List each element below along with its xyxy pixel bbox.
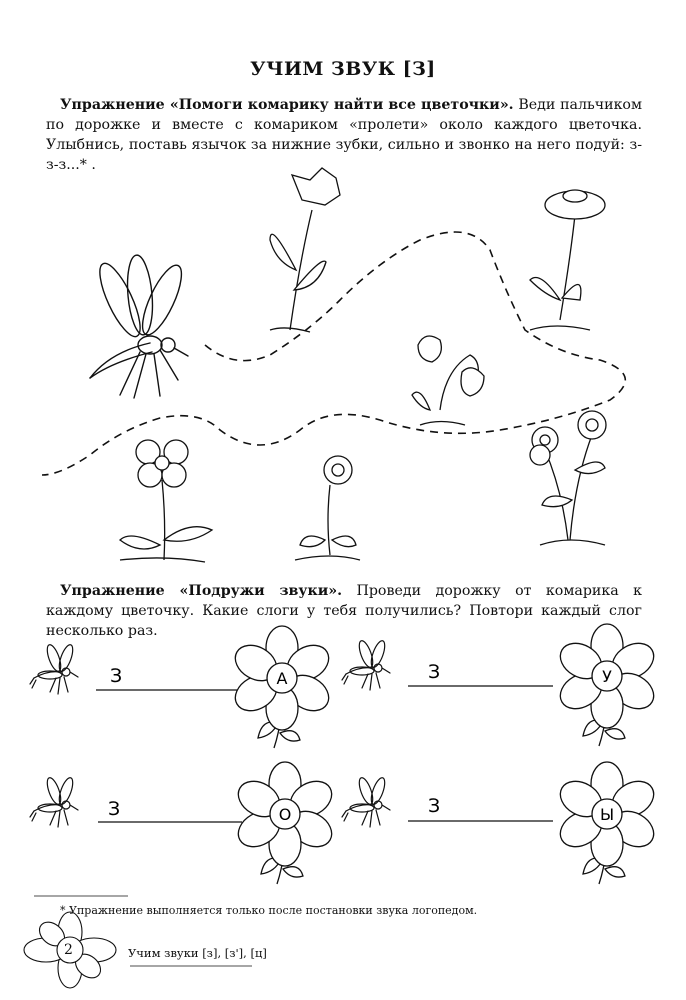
- flower-carnation-illustration: [270, 168, 340, 332]
- consonant-label: З: [428, 795, 441, 817]
- consonant-label: З: [110, 665, 123, 687]
- flower-daisy-illustration: [530, 190, 605, 330]
- vowel-label: А: [276, 669, 288, 688]
- syllable-row-3: [30, 762, 338, 884]
- flower-bellflower-illustration: [412, 336, 484, 425]
- syllable-row-2: [342, 624, 660, 746]
- consonant-label: З: [108, 798, 121, 820]
- vowel-label: Ы: [599, 805, 615, 824]
- exercise-2-label: Упражнение «Подружи звуки».: [60, 583, 343, 599]
- mosquito-icon: [342, 776, 390, 827]
- consonant-label: З: [428, 661, 441, 683]
- mosquito-icon: [30, 776, 78, 827]
- vowel-label: О: [278, 805, 292, 824]
- syllable-row-1: [30, 626, 335, 748]
- mosquito-illustration: [90, 254, 189, 398]
- page-number: 2: [64, 942, 73, 958]
- flower-aster-illustration: [295, 456, 360, 560]
- exercise-2-text: Проведи дорожку от комарика к каждому цветочку. Какие слоги у тебя получились? Повтори каждый слог несколько раз.: [46, 583, 642, 639]
- flower-pansy-illustration: [120, 440, 212, 562]
- mosquito-icon: [342, 639, 390, 690]
- running-title: Учим звуки [з], [з'], [ц]: [128, 946, 267, 960]
- syllable-row-4: [342, 762, 660, 884]
- footnote: * Упражнение выполняется только после постановки звука логопедом.: [60, 904, 478, 917]
- flower-bouquet-illustration: [530, 411, 606, 545]
- page-title: УЧИМ ЗВУК [З]: [250, 58, 436, 80]
- mosquito-icon: [30, 643, 78, 694]
- exercise-1-text: Веди пальчиком по дорожке и вместе с комариком «пролети» около каждого цветочка. Улыбнись, поставь язычок за нижние зубки, сильно и звонко на него подуй: з-з-з...* .: [46, 97, 643, 173]
- vowel-label: У: [602, 667, 612, 686]
- exercise-1-label: Упражнение «Помоги комарику найти все цветочки».: [60, 97, 514, 113]
